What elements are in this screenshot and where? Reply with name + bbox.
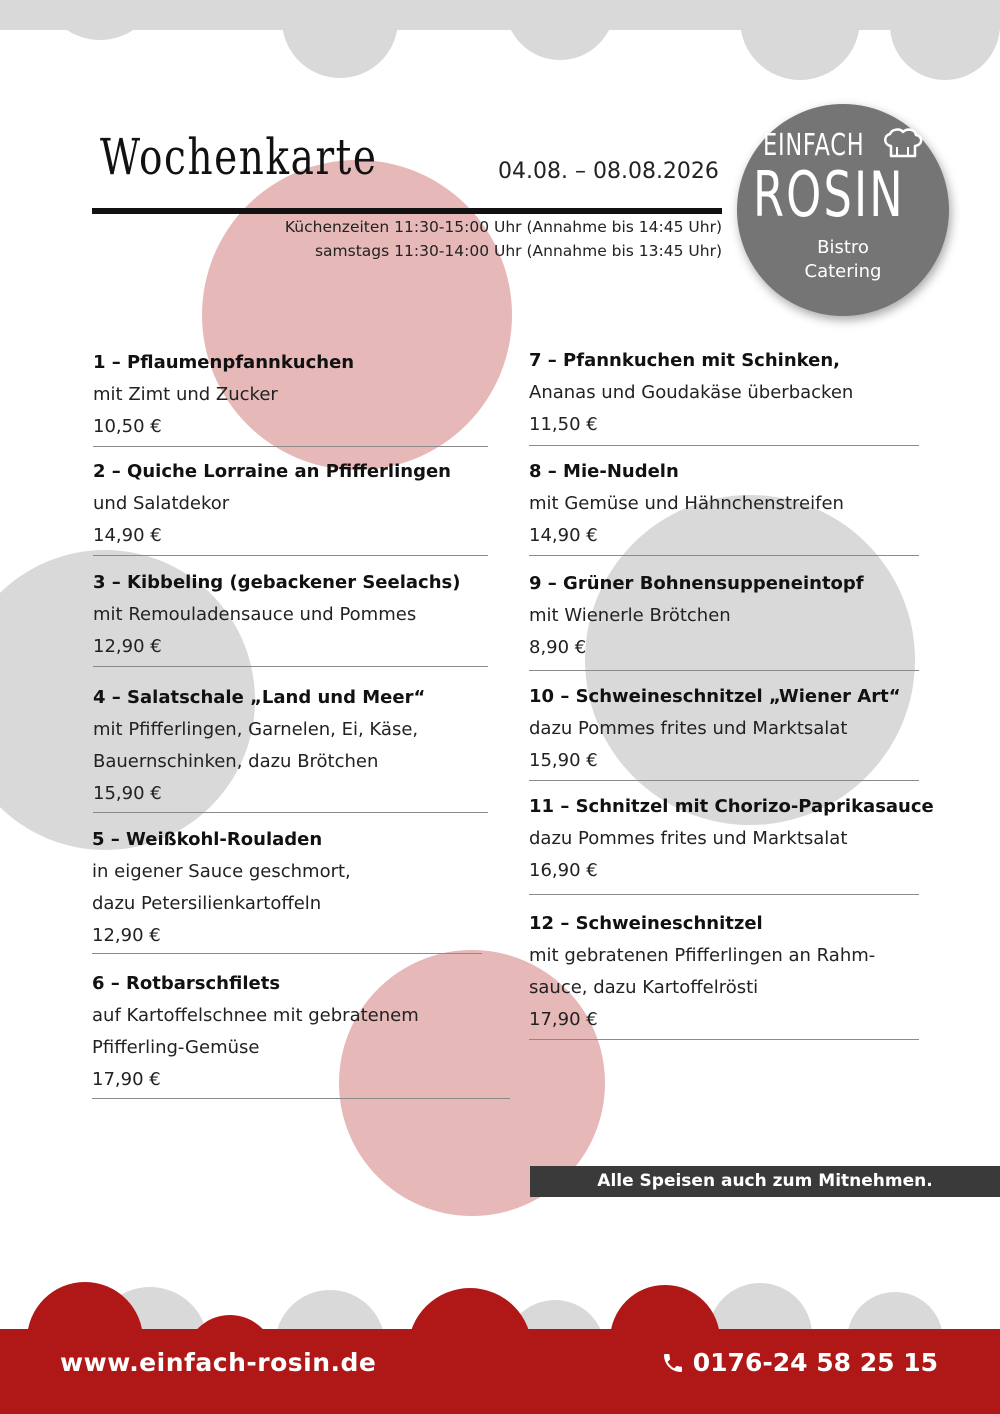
menu-item-description: in eigener Sauce geschmort, (92, 861, 351, 882)
footer-phone-number: 0176-24 58 25 15 (692, 1348, 938, 1377)
menu-item-description: dazu Petersilienkartoffeln (92, 893, 322, 914)
kitchen-hours-saturday: samstags 11:30-14:00 Uhr (Annahme bis 13:45 Uhr) (314, 242, 722, 260)
menu-separator (92, 1098, 510, 1099)
menu-item-title: 3 – Kibbeling (gebackener Seelachs) (93, 572, 461, 593)
menu-item-title: 11 – Schnitzel mit Chorizo-Paprikasauce (529, 796, 934, 817)
menu-item-title: 10 – Schweineschnitzel „Wiener Art“ (529, 686, 901, 707)
footer-website-link[interactable]: www.einfach-rosin.de (60, 1348, 377, 1377)
menu-item-description: dazu Pommes frites und Marktsalat (529, 828, 848, 849)
menu-item (93, 456, 451, 552)
menu-item-price: 12,90 € (92, 925, 161, 946)
page-title: Wochenkarte (100, 128, 378, 186)
menu-item-description: Bauernschinken, dazu Brötchen (93, 751, 379, 772)
menu-item (529, 681, 901, 777)
menu-item-title: 1 – Pflaumenpfannkuchen (93, 352, 355, 373)
date-range: 04.08. – 08.08.2026 (498, 159, 719, 184)
menu-item-title: 6 – Rotbarschfilets (92, 973, 281, 994)
menu-item-description: Pfifferling-Gemüse (92, 1037, 260, 1058)
takeaway-note: Alle Speisen auch zum Mitnehmen. (530, 1166, 1000, 1197)
menu-item-description: sauce, dazu Kartoffelrösti (529, 977, 759, 998)
menu-separator (529, 555, 919, 556)
menu-separator (93, 446, 488, 447)
menu-item (93, 567, 460, 663)
menu-item (93, 682, 425, 810)
menu-item-title: 9 – Grüner Bohnensuppeneintopf (529, 573, 864, 594)
menu-item-price: 14,90 € (529, 525, 598, 546)
menu-separator (529, 445, 919, 446)
menu-item-description: mit Wienerle Brötchen (529, 605, 731, 626)
menu-item (529, 568, 864, 664)
menu-item-title: 7 – Pfannkuchen mit Schinken, (529, 350, 840, 371)
chef-hat-icon (881, 128, 925, 160)
menu-item-description: auf Kartoffelschnee mit gebratenem (92, 1005, 419, 1026)
menu-item-price: 16,90 € (529, 860, 598, 881)
logo-sub-bistro: Bistro (817, 237, 869, 258)
menu-item (529, 791, 934, 887)
menu-item-price: 17,90 € (92, 1069, 161, 1090)
menu-separator (93, 555, 488, 556)
menu-item-description: mit Remouladensauce und Pommes (93, 604, 417, 625)
footer-phone[interactable] (661, 1348, 938, 1377)
menu-item-price: 15,90 € (529, 750, 598, 771)
menu-item-description: mit gebratenen Pfifferlingen an Rahm- (529, 945, 876, 966)
menu-separator (92, 953, 482, 954)
header-rule (92, 208, 722, 214)
menu-item-price: 10,50 € (93, 416, 162, 437)
menu-item (529, 456, 844, 552)
menu-item-description: mit Gemüse und Hähnchenstreifen (529, 493, 844, 514)
menu-item-price: 8,90 € (529, 637, 587, 658)
menu-item (93, 347, 354, 443)
menu-item (92, 968, 419, 1096)
menu-separator (529, 780, 919, 781)
menu-separator (529, 1039, 919, 1040)
menu-item-title: 5 – Weißkohl-Rouladen (92, 829, 323, 850)
menu-item-price: 11,50 € (529, 414, 598, 435)
menu-item (92, 824, 351, 952)
logo-main-text: ROSIN (753, 158, 905, 231)
menu-item-description: und Salatdekor (93, 493, 230, 514)
logo-top-text: EINFACH (763, 128, 865, 163)
menu-item-price: 12,90 € (93, 636, 162, 657)
kitchen-hours-weekday: Küchenzeiten 11:30-15:00 Uhr (Annahme bis 14:45 Uhr) (284, 218, 722, 236)
menu-item-description: mit Pfifferlingen, Garnelen, Ei, Käse, (93, 719, 419, 740)
menu-item (529, 908, 875, 1036)
logo-sub-catering: Catering (804, 261, 882, 282)
menu-item-description: mit Zimt und Zucker (93, 384, 278, 405)
menu-item-price: 15,90 € (93, 783, 162, 804)
menu-item-description: dazu Pommes frites und Marktsalat (529, 718, 848, 739)
logo (737, 104, 949, 316)
menu-item (529, 345, 853, 441)
menu-item-title: 2 – Quiche Lorraine an Pfifferlingen (93, 461, 451, 482)
menu-separator (529, 894, 919, 895)
menu-item-price: 14,90 € (93, 525, 162, 546)
phone-icon (661, 1351, 685, 1375)
menu-item-title: 12 – Schweineschnitzel (529, 913, 763, 934)
menu-separator (93, 666, 488, 667)
menu-item-title: 8 – Mie-Nudeln (529, 461, 679, 482)
menu-item-price: 17,90 € (529, 1009, 598, 1030)
menu-item-description: Ananas und Goudakäse überbacken (529, 382, 854, 403)
menu-separator (529, 670, 919, 671)
menu-item-title: 4 – Salatschale „Land und Meer“ (93, 687, 426, 708)
menu-separator (93, 812, 488, 813)
